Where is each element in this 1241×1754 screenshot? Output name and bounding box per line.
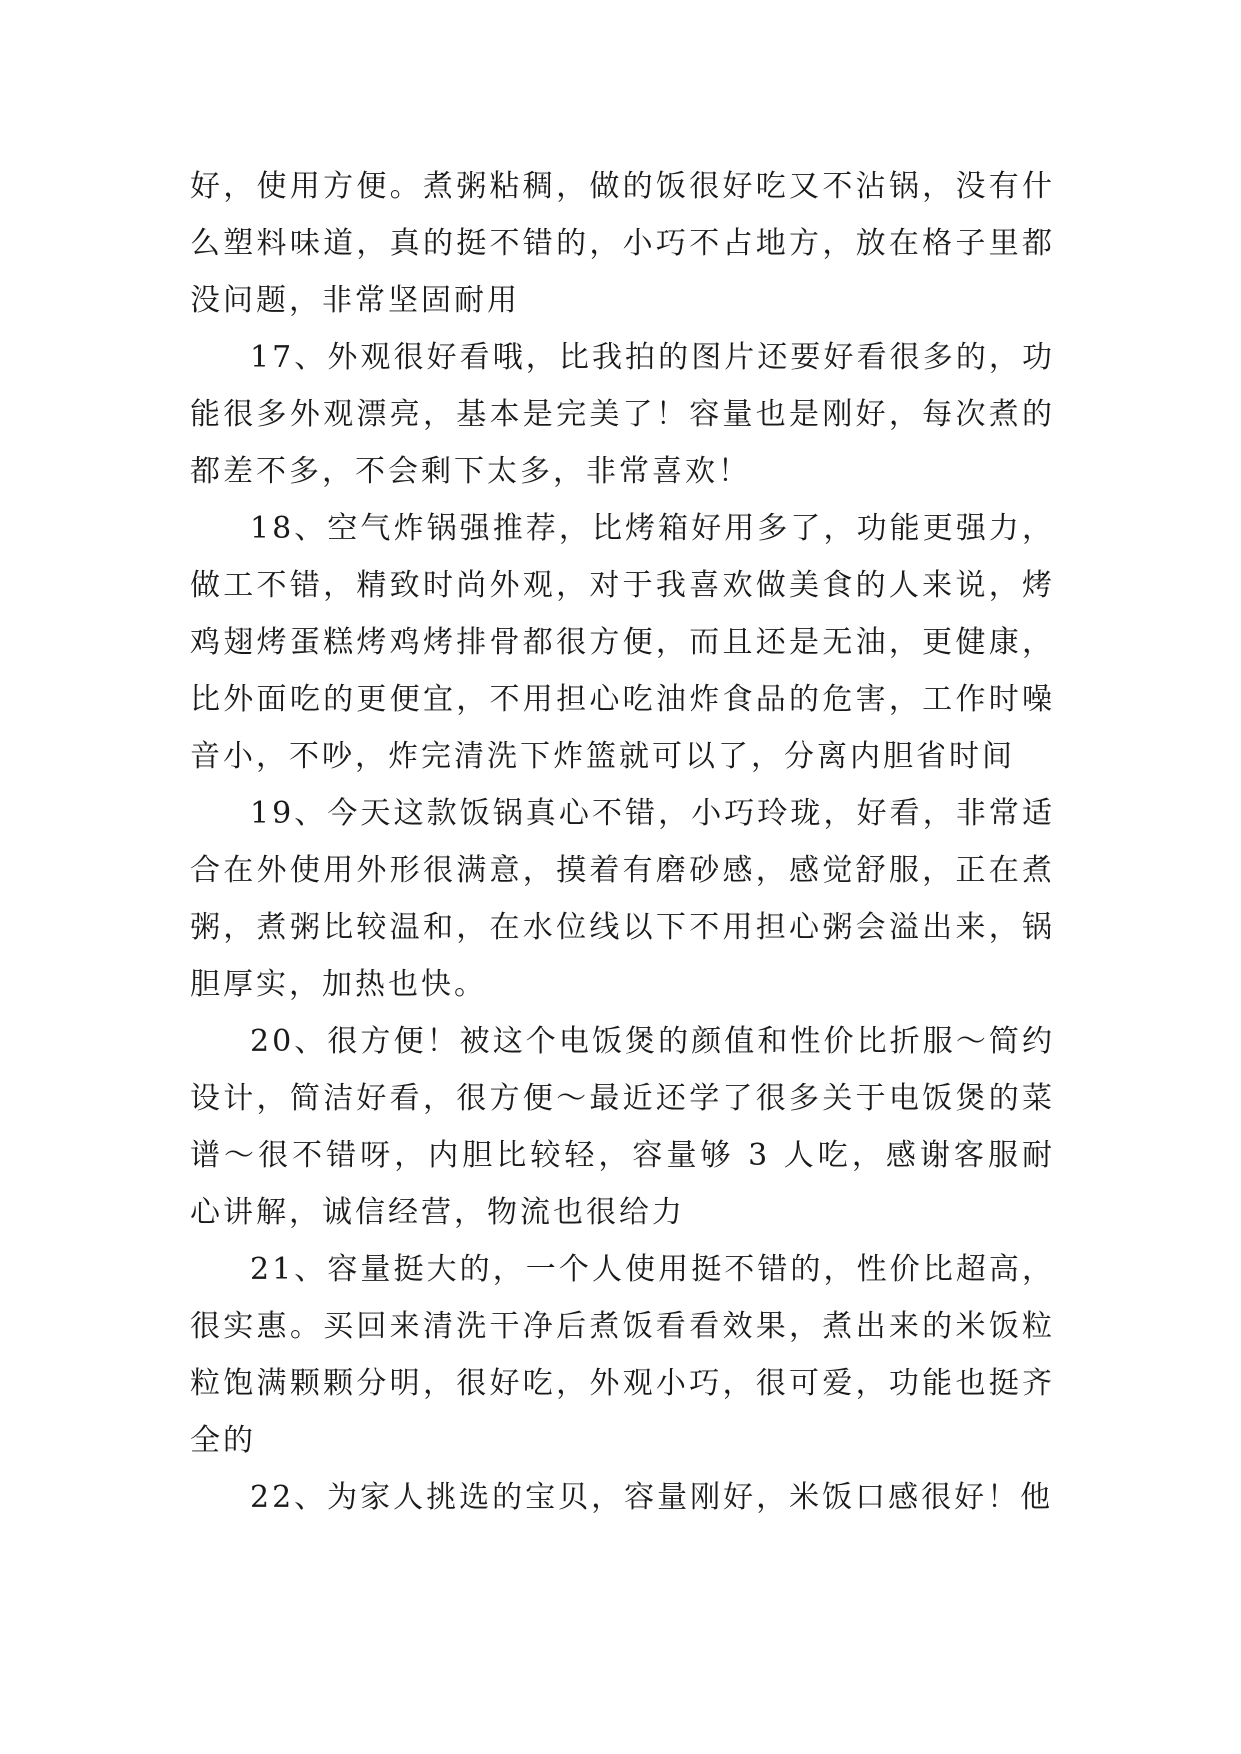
review-paragraph-17: 17、外观很好看哦，比我拍的图片还要好看很多的，功能很多外观漂亮，基本是完美了！容量也是刚好，每次煮的都差不多，不会剩下太多，非常喜欢！ [190,340,1055,489]
review-paragraph-16-continued: 好，使用方便。煮粥粘稠，做的饭很好吃又不沾锅，没有什么塑料味道，真的挺不错的，小巧不占地方，放在格子里都没问题，非常坚固耐用 [190,169,1055,318]
document-body [190,158,1055,1526]
review-paragraph-21: 21、容量挺大的，一个人使用挺不错的，性价比超高，很实惠。买回来清洗干净后煮饭看看效果，煮出来的米饭粒粒饱满颗颗分明，很好吃，外观小巧，很可爱，功能也挺齐全的 [190,1252,1055,1458]
review-paragraph-20: 20、很方便！被这个电饭煲的颜值和性价比折服～简约设计，简洁好看，很方便～最近还学了很多关于电饭煲的菜谱～很不错呀，内胆比较轻，容量够 3 人吃，感谢客服耐心讲解，诚信经营，物流也很给力 [190,1024,1055,1230]
review-paragraph-22: 22、为家人挑选的宝贝，容量刚好，米饭口感很好！他 [250,1480,1054,1515]
review-paragraph-18: 18、空气炸锅强推荐，比烤箱好用多了，功能更强力，做工不错，精致时尚外观，对于我喜欢做美食的人来说，烤鸡翅烤蛋糕烤鸡烤排骨都很方便，而且还是无油，更健康，比外面吃的更便宜，不用担心吃油炸食品的危害，工作时噪音小，不吵，炸完清洗下炸篮就可以了，分离内胆省时间 [190,511,1055,774]
review-paragraph-19: 19、今天这款饭锅真心不错，小巧玲珑，好看，非常适合在外使用外形很满意，摸着有磨砂感，感觉舒服，正在煮粥，煮粥比较温和，在水位线以下不用担心粥会溢出来，锅胆厚实，加热也快。 [190,796,1055,1002]
